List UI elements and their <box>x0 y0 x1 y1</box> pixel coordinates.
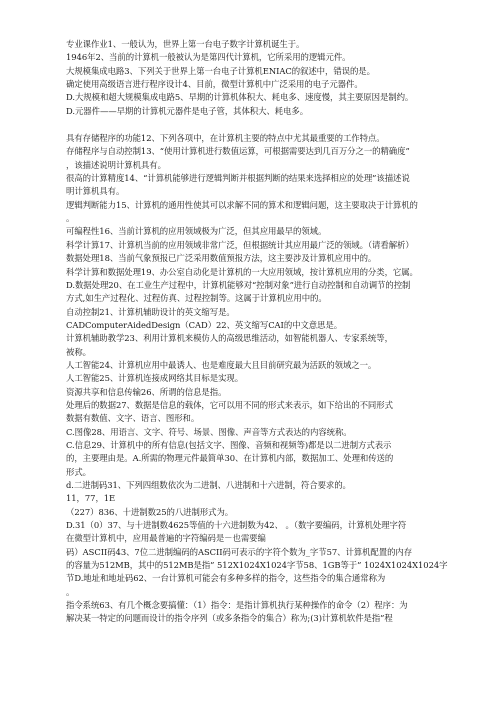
text-line-29: 数据有数值、文字、语言、图形和。 <box>66 413 200 424</box>
text-line-24: 被称。 <box>66 346 91 357</box>
text-line-39: 码）ASCII码43、7位二进制编码的ASCII码可表示的字符个数为_字节57、计算机配置的内存 <box>66 546 413 557</box>
text-line-40: 的容量为512MB，其中的512MB是指” 512X1024X1024字节58、1GB等于” 1024X1024X1024字 <box>66 560 448 571</box>
text-line-8: 具有存储程序的功能12、下列各项中，在计算机主要的特点中尤其最重要的工作特点。 <box>66 133 385 144</box>
text-line-34: d.二进制码31、下列四组数依次为二进制、八进制和十六进制，符合要求的。 <box>66 480 351 490</box>
text-line-27: 资源共享和信息传输26、所谓的信息是指。 <box>66 386 227 397</box>
text-line-41: 节D.地址和地址码62、一台计算机可能会有多种多样的指令，这些指令的集合通常称为 <box>66 573 386 584</box>
text-line-35: 11，77，1E <box>66 493 116 504</box>
text-line-28: 处理后的数据27、数据是信息的载体，它可以用不同的形式来表示，如下给出的不同形式 <box>66 399 393 410</box>
text-line-25: 人工智能24、计算机应用中最诱人、也是难度最大且目前研究最为活跃的领域之一。 <box>66 359 377 370</box>
text-line-20: 方式,如生产过程化、过程仿真、过程控制等。这属于计算机应用中的。 <box>66 293 327 304</box>
text-line-17: 数据处理18、当前气象预报已广泛采用数值预报方法，这主要涉及计算机应用中的。 <box>66 253 377 264</box>
text-line-15: 可编程性16、当前计算机的应用领域极为广泛，但其应用最早的领域。 <box>66 226 327 237</box>
text-line-36: （227）836、十进制数25的八进制形式为。 <box>66 506 234 517</box>
text-line-12: 明计算机具有。 <box>66 186 125 197</box>
text-line-37: D.31（0）37、与十进制数4625等值的十六进制数为42、 。（数字要编码，计算机处理字符 <box>66 520 407 531</box>
text-line-14: 。 <box>66 213 75 224</box>
text-line-33: 形式。 <box>66 466 91 477</box>
text-line-21: 自动控制21、计算机辅助设计的英文缩写是。 <box>66 306 235 317</box>
text-line-6: D.元器件——早期的计算机元器件是电子管，其体积大、耗电多。 <box>66 105 309 116</box>
text-line-43: 指令系统63、有几个概念要搞懂：（1）指令：是指计算机执行某种操作的命令（2）程序：为 <box>66 600 408 611</box>
text-line-13: 逻辑判断能力15、计算机的通用性使其可以求解不同的算术和逻辑问题，这主要取决于计算机的 <box>66 199 418 210</box>
text-line-31: C.信息29、计算机中的所有信息(包括文字、图像、音频和视频等)都是以二进制方式表示 <box>66 439 392 450</box>
text-line-10: ，该描述说明计算机具有。 <box>66 159 166 170</box>
text-line-32: 的，主要理由是。A.所需的物理元件最简单30、在计算机内部，数据加工、处理和传送的 <box>66 453 394 464</box>
text-line-2: 1946年2、当前的计算机一般被认为是第四代计算机，它所采用的逻辑元件。 <box>66 52 351 63</box>
text-line-16: 科学计算17、计算机当前的应用领域非常广泛，但根据统计其应用最广泛的领域。（请看解析） <box>66 239 414 250</box>
text-line-1: 专业课作业1、一般认为，世界上第一台电子数字计算机诞生于。 <box>66 39 305 49</box>
text-line-38: 在微型计算机中，应用最普遍的字符编码是－也需要编 <box>66 533 266 544</box>
text-line-42: 。 <box>66 586 75 597</box>
text-line-11: 很高的计算精度14、“计算机能够进行逻辑判断并根据判断的结果来选择相应的处理”该描述说 <box>66 173 410 184</box>
text-line-30: C.图像28、用语言、文字、符号、场景、图像、声音等方式表达的内容统称。 <box>66 426 352 437</box>
text-line-3: 大规模集成电路3、下列关于世界上第一台电子计算机ENIAC的叙述中，错误的是。 <box>66 65 375 76</box>
text-line-4: 确定使用高级语言进行程序设计4、目前，微型计算机中广泛采用的电子元器件。 <box>66 79 363 90</box>
text-line-9: 存储程序与自动控制13、“使用计算机进行数值运算，可根据需要达到几百万分之一的精确度” <box>66 146 410 157</box>
text-line-5: D.大规模和超大规模集成电路5、早期的计算机体积大、耗电多、速度慢，其主要原因是制约。 <box>66 92 414 103</box>
text-line-26: 人工智能25、计算机连接成网络其目标是实现。 <box>66 373 244 384</box>
text-line-22: CADComputerAidedDesign（CAD）22、英文缩写CAI的中文意思是。 <box>66 319 343 330</box>
text-line-19: D.数据处理20、在工业生产过程中，计算机能够对“控制对象”进行自动控制和自动调节的控制 <box>66 279 411 290</box>
text-line-44: 解决某一特定的问题而设计的指令序列（或多条指令的集合）称为;(3)计算机软件是指”程 <box>66 613 393 624</box>
paragraph-gap <box>66 118 476 132</box>
text-line-23: 计算机辅助教学23、利用计算机来模仿人的高级思维活动，如智能机器人、专家系统等， <box>66 333 393 344</box>
text-line-18: 科学计算和数据处理19、办公室自动化是计算机的一大应用领域，按计算机应用的分类，它属。 <box>66 266 418 277</box>
